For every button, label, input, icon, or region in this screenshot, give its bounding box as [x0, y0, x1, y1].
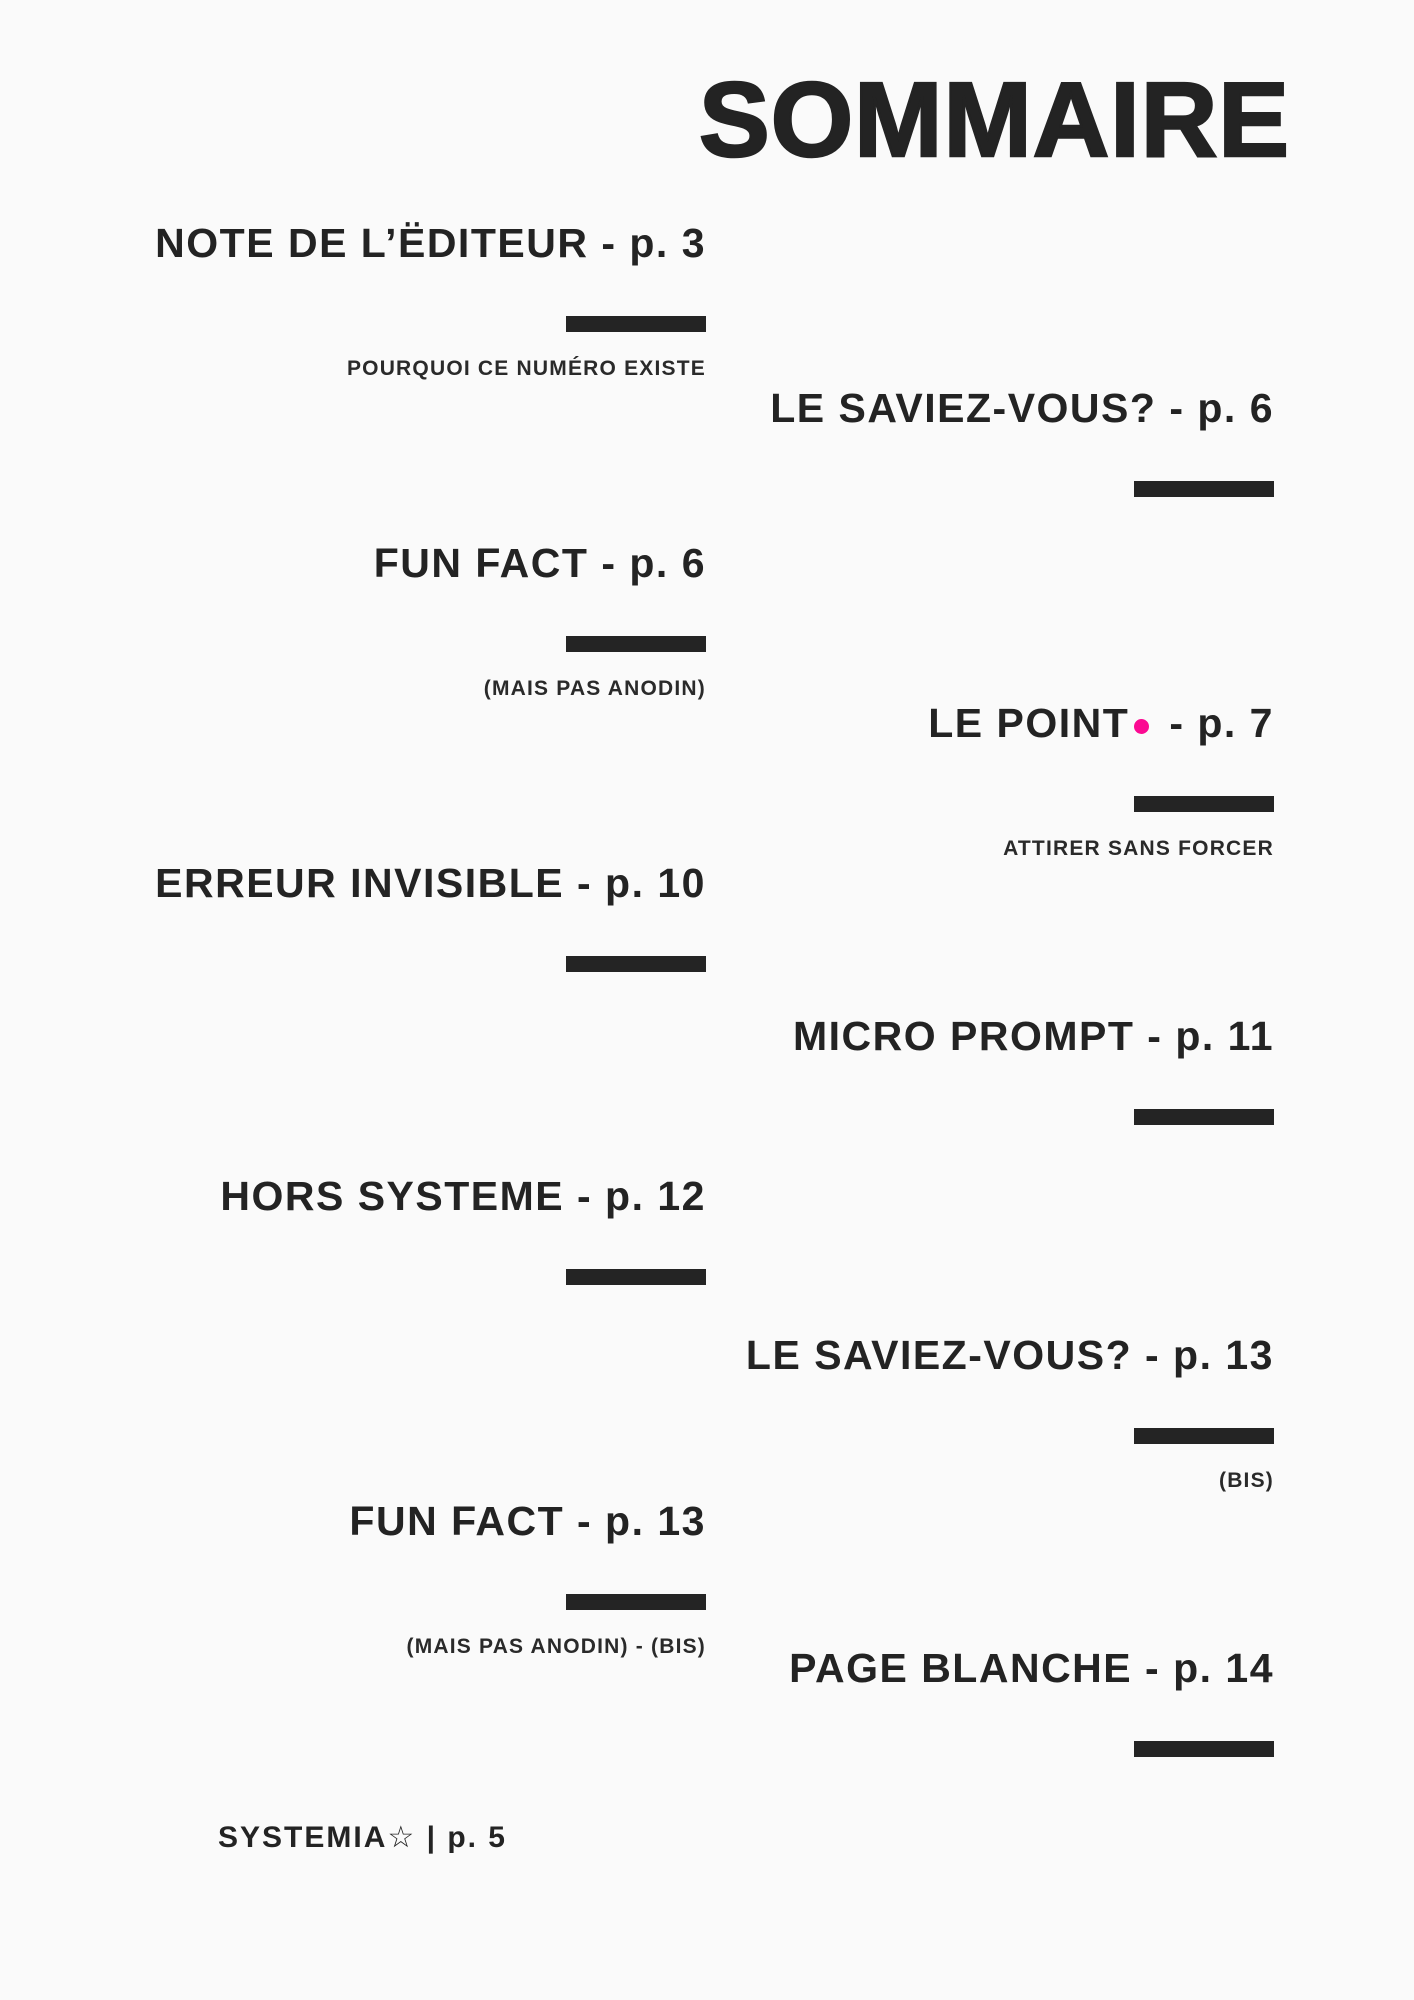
- toc-entry-le-saviez-vous-6: [770, 385, 1274, 497]
- page-title: SOMMAIRE: [699, 61, 1290, 179]
- entry-title: [928, 700, 1274, 746]
- accent-dot: [1134, 719, 1149, 734]
- entry-title: NOTE DE L’ËDITEUR - p. 3: [155, 220, 706, 266]
- divider-bar: [1134, 796, 1274, 812]
- entry-title-text: LE POINT: [928, 700, 1130, 746]
- divider-bar: [1134, 481, 1274, 497]
- toc-entry-page-blanche: [789, 1645, 1274, 1757]
- footer-label: SYSTEMIA☆ | p. 5: [218, 1821, 507, 1854]
- entry-subtitle: ATTIRER SANS FORCER: [1003, 837, 1274, 860]
- entry-title: ERREUR INVISIBLE - p. 10: [155, 860, 706, 906]
- entry-title: FUN FACT - p. 6: [373, 540, 706, 586]
- toc-entry-le-point: [928, 700, 1274, 860]
- toc-entry-micro-prompt: [792, 1013, 1274, 1125]
- entry-title: MICRO PROMPT - p. 11: [792, 1013, 1274, 1059]
- entry-title-page: - p. 7: [1169, 700, 1274, 746]
- divider-bar: [566, 956, 706, 972]
- toc-entry-fun-fact-6: [373, 540, 706, 700]
- entry-title: LE SAVIEZ-VOUS? - p. 6: [770, 385, 1274, 431]
- entry-title: PAGE BLANCHE - p. 14: [789, 1645, 1274, 1691]
- divider-bar: [1134, 1741, 1274, 1757]
- entry-title: FUN FACT - p. 13: [349, 1498, 706, 1544]
- entry-subtitle: POURQUOI CE NUMÉRO EXISTE: [346, 357, 706, 380]
- divider-bar: [566, 636, 706, 652]
- divider-bar: [566, 1269, 706, 1285]
- toc-entry-note-editeur: [155, 220, 706, 380]
- toc-entry-fun-fact-13: [349, 1498, 706, 1658]
- toc-entry-hors-systeme: [220, 1173, 706, 1285]
- entry-title: HORS SYSTEME - p. 12: [220, 1173, 706, 1219]
- divider-bar: [566, 1594, 706, 1610]
- divider-bar: [566, 316, 706, 332]
- divider-bar: [1134, 1428, 1274, 1444]
- entry-subtitle: (MAIS PAS ANODIN): [483, 677, 706, 700]
- entry-subtitle: (BIS): [1219, 1469, 1274, 1492]
- entry-subtitle: (MAIS PAS ANODIN) - (BIS): [406, 1635, 706, 1658]
- entry-title: LE SAVIEZ-VOUS? - p. 13: [745, 1332, 1274, 1378]
- toc-entry-erreur-invisible: [155, 860, 706, 972]
- toc-entry-le-saviez-vous-13: [745, 1332, 1274, 1492]
- divider-bar: [1134, 1109, 1274, 1125]
